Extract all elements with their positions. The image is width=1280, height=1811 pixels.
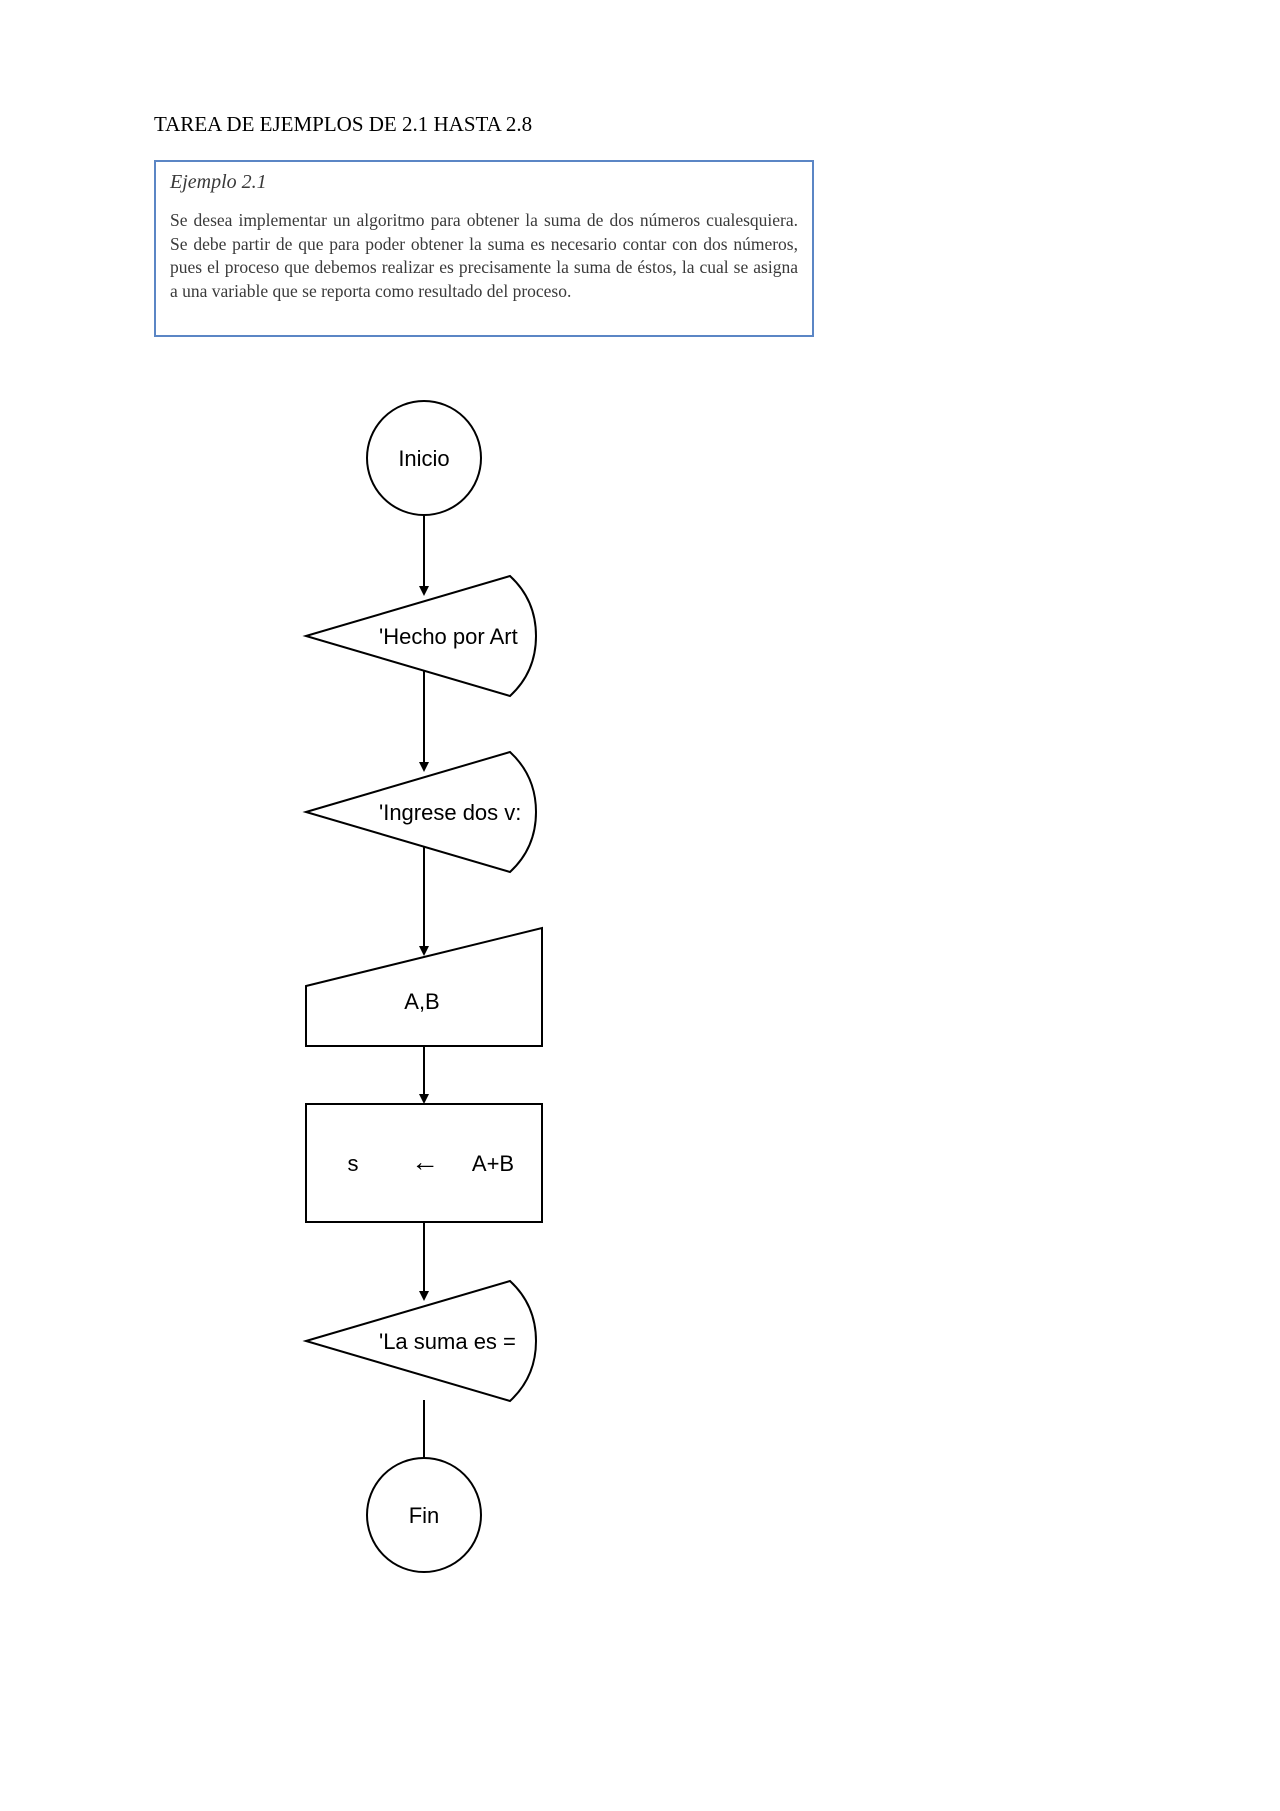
display-1-label: 'Hecho por Art xyxy=(379,624,518,649)
display-2-label: 'Ingrese dos v: xyxy=(379,800,522,825)
display-shape-3 xyxy=(306,1281,536,1401)
example-heading: Ejemplo 2.1 xyxy=(170,171,267,193)
assign-expression: A+B xyxy=(471,1151,515,1176)
display-3-label: 'La suma es = xyxy=(379,1329,516,1354)
example-text: Se desea implementar un algoritmo para obtener la suma de dos números cualesquiera. Se debe partir de que para poder obtener la suma es necesario contar con dos números, pues el proceso que debemos realizar es precisamente la suma de éstos, la cual se asigna a una variable que se reporta como resultado del proceso. xyxy=(170,210,798,301)
start-label: Inicio xyxy=(398,446,450,471)
start-terminal xyxy=(367,401,481,515)
end-terminal xyxy=(367,1458,481,1572)
input-vars-label: A,B xyxy=(404,989,440,1014)
process-box xyxy=(306,1104,542,1222)
end-label: Fin xyxy=(408,1503,440,1528)
display-shape-1 xyxy=(306,576,536,696)
assign-arrow: ← xyxy=(411,1146,439,1177)
page-title: TAREA DE EJEMPLOS DE 2.1 HASTA 2.8 xyxy=(154,112,533,136)
display-shape-2 xyxy=(306,752,536,872)
assign-target: s xyxy=(347,1151,359,1176)
